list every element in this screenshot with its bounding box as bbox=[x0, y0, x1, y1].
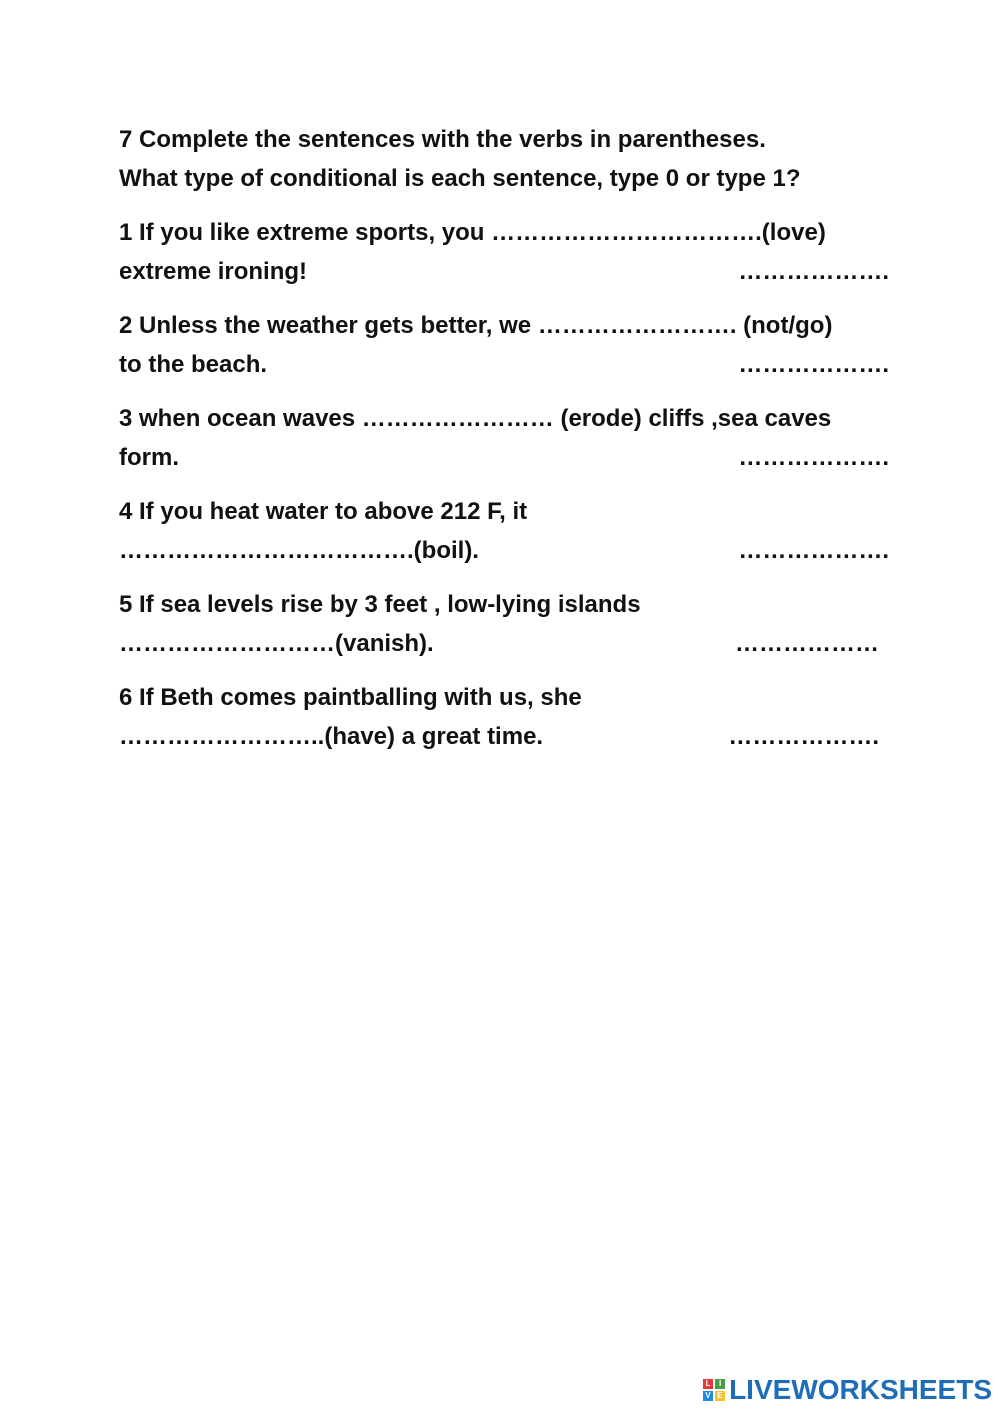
conditional-type-blank[interactable]: ………………. bbox=[738, 444, 889, 471]
conditional-type-blank[interactable]: ………………. bbox=[738, 258, 889, 285]
question-text-line-1: 2 Unless the weather gets better, we ……………………. (not/go) bbox=[119, 312, 833, 339]
instruction-line-2: What type of conditional is each sentence, type 0 or type 1? bbox=[119, 165, 801, 192]
question-text-line-2: ………………………(vanish). bbox=[119, 630, 434, 657]
question-1 bbox=[119, 213, 889, 291]
question-text-line-2: form. bbox=[119, 444, 179, 471]
exercise-instruction bbox=[119, 120, 889, 198]
question-5 bbox=[119, 585, 889, 663]
question-text-line-1: 3 when ocean waves …………………… (erode) cliffs ,sea caves bbox=[119, 405, 832, 432]
question-6 bbox=[119, 678, 889, 756]
question-text-line-1: 4 If you heat water to above 212 F, it bbox=[119, 498, 528, 525]
liveworksheets-logo bbox=[703, 1375, 992, 1405]
conditional-type-blank[interactable]: ……………… bbox=[735, 630, 879, 657]
conditional-type-blank[interactable]: ………………. bbox=[738, 351, 889, 378]
conditional-type-blank[interactable]: ………………. bbox=[728, 723, 879, 750]
question-text-line-2: ……………………………….(boil). bbox=[119, 537, 479, 564]
question-text-line-1: 5 If sea levels rise by 3 feet , low-lying islands bbox=[119, 591, 641, 618]
logo-letter-v: V bbox=[703, 1391, 713, 1401]
question-text-line-1: 1 If you like extreme sports, you …………………………….(love) bbox=[119, 219, 826, 246]
instruction-line-1: 7 Complete the sentences with the verbs in parentheses. bbox=[119, 126, 766, 153]
logo-letter-e: E bbox=[715, 1391, 725, 1401]
question-text-line-2: extreme ironing! bbox=[119, 258, 308, 285]
question-text-line-2: ……………………..(have) a great time. bbox=[119, 723, 544, 750]
question-2 bbox=[119, 306, 889, 384]
worksheet bbox=[119, 120, 889, 771]
question-4 bbox=[119, 492, 889, 570]
logo-letter-l: L bbox=[703, 1379, 713, 1389]
question-3 bbox=[119, 399, 889, 477]
liveworksheets-icon bbox=[703, 1379, 725, 1401]
conditional-type-blank[interactable]: ………………. bbox=[738, 537, 889, 564]
question-text-line-1: 6 If Beth comes paintballing with us, she bbox=[119, 684, 582, 711]
logo-letter-i: I bbox=[715, 1379, 725, 1389]
brand-wordmark: LIVEWORKSHEETS bbox=[729, 1374, 992, 1405]
question-text-line-2: to the beach. bbox=[119, 351, 268, 378]
